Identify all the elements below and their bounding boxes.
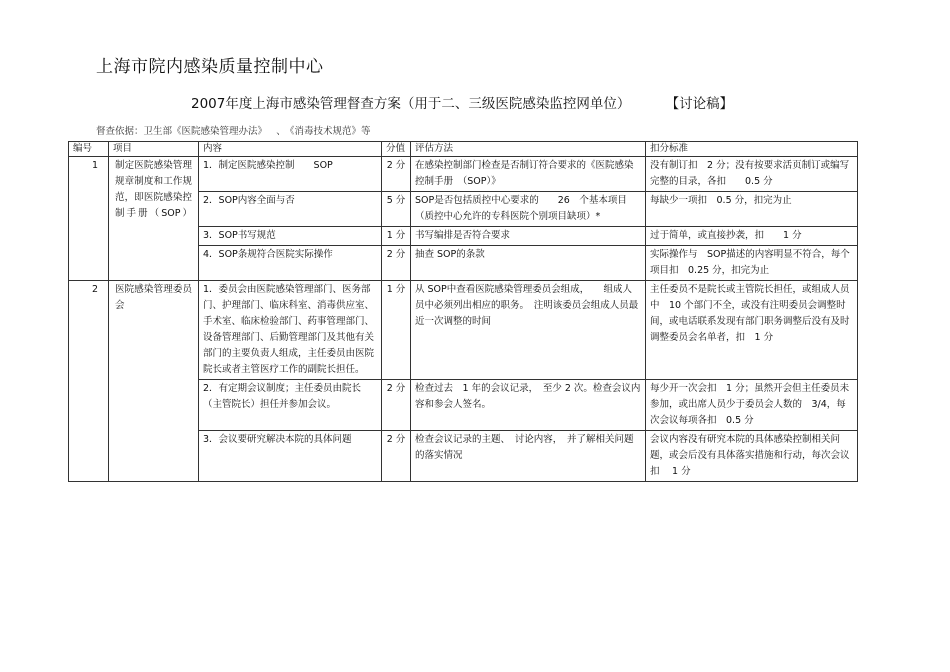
header-method: 评估方法 bbox=[411, 142, 646, 157]
row-score: 1 分 bbox=[382, 227, 411, 246]
group-item: 医院感染管理委员会 bbox=[109, 281, 199, 482]
table-header-row bbox=[69, 142, 858, 157]
row-deduction: 主任委员不是院长或主管院长担任，或组成人员中 10 个部门不全，或没有注明委员会调整时间，或电话联系发现有部门职务调整后没有及时调整委员会名单者，扣 1 分 bbox=[646, 281, 858, 380]
row-deduction: 每少开一次会扣 1 分；虽然开会但主任委员未参加，或出席人员少于委员会人数的 3/4，每次会议每项各扣 0.5 分 bbox=[646, 380, 858, 431]
row-score: 2 分 bbox=[382, 157, 411, 192]
inspection-basis bbox=[96, 123, 371, 137]
organization-title: 上海市院内感染质量控制中心 bbox=[96, 57, 324, 77]
table-row bbox=[69, 157, 858, 192]
row-deduction: 每缺少一项扣 0.5 分，扣完为止 bbox=[646, 192, 858, 227]
row-score: 2 分 bbox=[382, 246, 411, 281]
header-content: 内容 bbox=[199, 142, 382, 157]
inspection-table bbox=[68, 141, 858, 482]
group-no: 1 bbox=[69, 157, 109, 281]
row-method: 检查会议记录的主题、 讨论内容， 并了解相关问题的落实情况 bbox=[411, 431, 646, 482]
title-text: 2007年度上海市感染管理督查方案（用于二、三级医院感染监控网单位） bbox=[191, 96, 631, 112]
row-deduction: 实际操作与 SOP描述的内容明显不符合，每个项目扣 0.25 分，扣完为止 bbox=[646, 246, 858, 281]
row-content: 3．会议要研究解决本院的具体问题 bbox=[199, 431, 382, 482]
row-content: 1．委员会由医院感染管理部门、医务部门、护理部门、临床科室、消毒供应室、手术室、临床检验部门、药事管理部门、设备管理部门、后勤管理部门及其他有关部门的主要负责人组成，主任委员由医院院长或者主管医疗工作的副院长担任。 bbox=[199, 281, 382, 380]
header-no: 编号 bbox=[69, 142, 109, 157]
row-method: 检查过去 1 年的会议记录， 至少 2 次。检查会议内容和参会人签名。 bbox=[411, 380, 646, 431]
row-method: 抽查 SOP的条款 bbox=[411, 246, 646, 281]
row-content: 1．制定医院感染控制 SOP bbox=[199, 157, 382, 192]
header-item: 项目 bbox=[109, 142, 199, 157]
group-no: 2 bbox=[69, 281, 109, 482]
row-score: 2 分 bbox=[382, 380, 411, 431]
row-method: 在感染控制部门检查是否制订符合要求的《医院感染控制手册 （SOP）》 bbox=[411, 157, 646, 192]
row-method: 书写编排是否符合要求 bbox=[411, 227, 646, 246]
row-deduction: 没有制订扣 2 分；没有按要求活页制订或编写完整的目录，各扣 0.5 分 bbox=[646, 157, 858, 192]
basis-separator: 、 bbox=[276, 126, 286, 137]
row-content: 2．SOP内容全面与否 bbox=[199, 192, 382, 227]
header-score: 分值 bbox=[382, 142, 411, 157]
table-row bbox=[69, 281, 858, 380]
row-deduction: 过于简单，或直接抄袭，扣 1 分 bbox=[646, 227, 858, 246]
row-score: 2 分 bbox=[382, 431, 411, 482]
draft-tag: 【讨论稿】 bbox=[672, 96, 734, 112]
basis-doc2: 《消毒技术规范》等 bbox=[289, 126, 371, 137]
group-item: 制定医院感染管理规章制度和工作规范，即医院感染控制手册（SOP） bbox=[109, 157, 199, 281]
row-content: 2．有定期会议制度；主任委员由院长（主管院长）担任并参加会议。 bbox=[199, 380, 382, 431]
header-deduction: 扣分标准 bbox=[646, 142, 858, 157]
basis-label: 督查依据：卫生部《医院感染管理办法》 bbox=[96, 126, 263, 137]
row-method: 从 SOP中查看医院感染管理委员会组成， 组成人员中必须列出相应的职务。 注明该委员会组成人员最近一次调整的时间 bbox=[411, 281, 646, 380]
row-content: 4．SOP条规符合医院实际操作 bbox=[199, 246, 382, 281]
row-score: 5 分 bbox=[382, 192, 411, 227]
row-score: 1 分 bbox=[382, 281, 411, 380]
document-title bbox=[191, 92, 733, 112]
row-content: 3．SOP书写规范 bbox=[199, 227, 382, 246]
row-method: SOP是否包括质控中心要求的 26 个基本项目（质控中心允许的专科医院个别项目缺项）* bbox=[411, 192, 646, 227]
row-deduction: 会议内容没有研究本院的具体感染控制相关问题，或会后没有具体落实措施和行动，每次会议扣 1 分 bbox=[646, 431, 858, 482]
